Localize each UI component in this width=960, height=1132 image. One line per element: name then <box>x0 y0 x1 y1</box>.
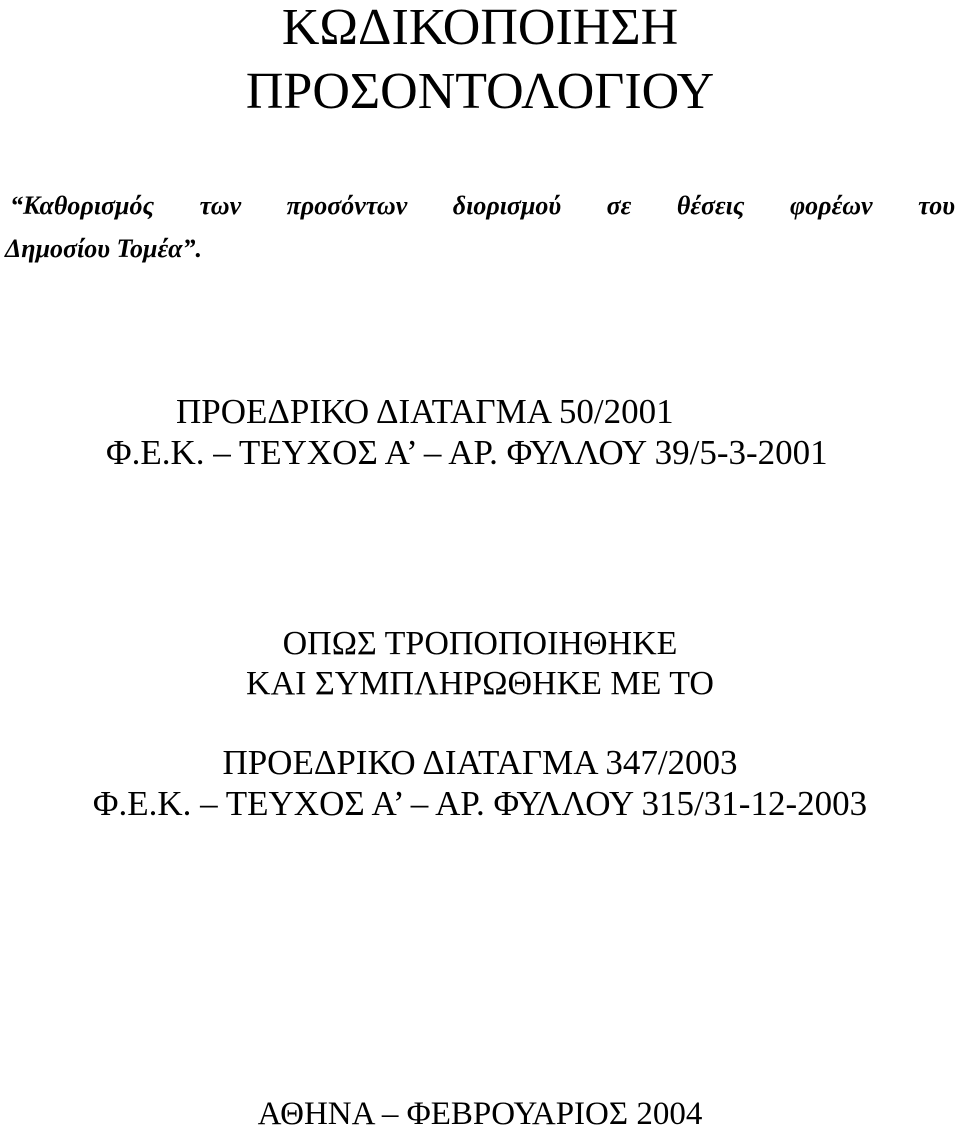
amendment-note-line-1: ΟΠΩΣ ΤΡΟΠΟΠΟΙΗΘΗΚΕ <box>282 625 678 662</box>
document-title-line-2: ΠΡΟΣΟΝΤΟΛΟΓΙΟΥ <box>245 63 715 120</box>
place-and-date: ΑΘΗΝΑ – ΦΕΒΡΟΥΑΡΙΟΣ 2004 <box>257 1096 703 1132</box>
document-title-line-1: ΚΩΔΙΚΟΠΟΙΗΣΗ <box>281 0 679 56</box>
document-subtitle-line-1: “Καθορισμός των προσόντων διορισμού σε θέσεις φορέων του <box>10 191 955 220</box>
original-decree-gazette-ref: Φ.Ε.Κ. – ΤΕΥΧΟΣ Α’ – ΑΡ. ΦΥΛΛΟΥ 39/5-3-2001 <box>106 433 828 472</box>
amendment-note-line-2: ΚΑΙ ΣΥΜΠΛΗΡΩΘΗΚΕ ΜΕ ΤΟ <box>246 665 714 702</box>
original-decree-heading: ΠΡΟΕΔΡΙΚΟ ΔΙΑΤΑΓΜΑ 50/2001 <box>176 392 674 431</box>
document-subtitle-line-2: Δημοσίου Τομέα”. <box>5 234 203 263</box>
amending-decree-gazette-ref: Φ.Ε.Κ. – ΤΕΥΧΟΣ Α’ – ΑΡ. ΦΥΛΛΟΥ 315/31-12-2003 <box>92 784 868 823</box>
amending-decree-heading: ΠΡΟΕΔΡΙΚΟ ΔΙΑΤΑΓΜΑ 347/2003 <box>222 743 738 782</box>
